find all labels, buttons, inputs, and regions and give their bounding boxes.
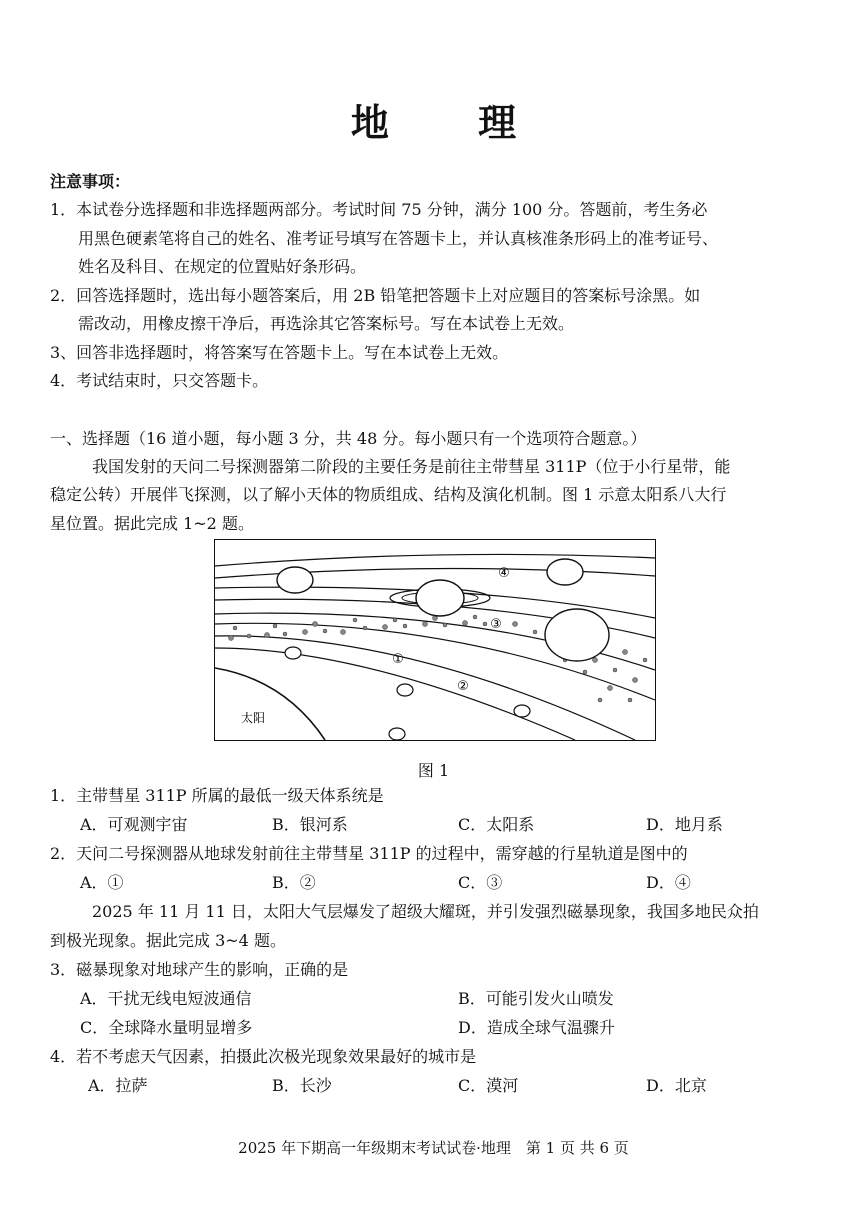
- marker-2: ②: [457, 679, 469, 694]
- option-c: C．漠河: [458, 1076, 519, 1095]
- notice-line: 用黑色硬素笔将自己的姓名、准考证号填写在答题卡上，并认真核准条形码上的准考证号、: [78, 229, 719, 248]
- planet: [277, 567, 313, 593]
- notice-line: 3、回答非选择题时，将答案写在答题卡上。写在本试卷上无效。: [50, 343, 509, 362]
- option-a: A．可观测宇宙: [80, 815, 188, 834]
- option-c: C．③: [458, 873, 503, 892]
- option-d: D．造成全球气温骤升: [458, 1018, 615, 1037]
- question-stem: 4．若不考虑天气因素，拍摄此次极光现象效果最好的城市是: [50, 1047, 477, 1066]
- planet: [397, 684, 413, 696]
- option-b: B．银河系: [272, 815, 348, 834]
- sun-edge: [215, 668, 325, 740]
- notice-heading: 注意事项：: [50, 172, 131, 191]
- planet: [416, 580, 464, 616]
- section-heading: 一、选择题（16 道小题，每小题 3 分，共 48 分。每小题只有一个选项符合题意。）: [50, 429, 647, 448]
- planet: [514, 705, 530, 717]
- option-c: C．太阳系: [458, 815, 535, 834]
- passage-line: 2025 年 11 月 11 日，太阳大气层爆发了超级大耀斑，并引发强烈磁暴现象，我国多地民众拍: [92, 902, 759, 921]
- option-b: B．可能引发火山喷发: [458, 989, 614, 1008]
- option-d: D．④: [646, 873, 691, 892]
- notice-line: 需改动，用橡皮擦干净后，再选涂其它答案标号。写在本试卷上无效。: [78, 314, 575, 333]
- passage-line: 稳定公转）开展伴飞探测，以了解小天体的物质组成、结构及演化机制。图 1 示意太阳系八大行: [50, 485, 727, 504]
- option-a: A．拉萨: [88, 1076, 148, 1095]
- figure-caption: 图 1: [417, 761, 450, 780]
- option-c: C．全球降水量明显增多: [80, 1018, 253, 1037]
- planet: [285, 647, 301, 659]
- option-d: D．北京: [646, 1076, 707, 1095]
- passage-line: 到极光现象。据此完成 3~4 题。: [50, 931, 286, 950]
- question-stem: 2．天问二号探测器从地球发射前往主带彗星 311P 的过程中，需穿越的行星轨道是图中的: [50, 844, 688, 863]
- question-stem: 3．磁暴现象对地球产生的影响，正确的是: [50, 960, 349, 979]
- passage-line: 我国发射的天问二号探测器第二阶段的主要任务是前往主带彗星 311P（位于小行星带，能: [92, 457, 731, 476]
- sun-label: 太阳: [240, 711, 266, 725]
- option-b: B．长沙: [272, 1076, 332, 1095]
- planet: [389, 728, 405, 740]
- option-a: A．①: [80, 873, 124, 892]
- marker-3: ③: [490, 617, 502, 632]
- page-footer: 2025 年下期高一年级期末考试试卷·地理 第 1 页 共 6 页: [238, 1139, 629, 1157]
- option-b: B．②: [272, 873, 316, 892]
- option-d: D．地月系: [646, 815, 723, 834]
- passage-line: 星位置。据此完成 1~2 题。: [50, 514, 254, 533]
- solar-system-figure: [214, 539, 656, 741]
- orbit-line: [215, 554, 655, 566]
- planet: [547, 559, 583, 585]
- page-title: 地 理: [350, 100, 555, 145]
- notice-line: 2．回答选择题时，选出每小题答案后，用 2B 铅笔把答题卡上对应题目的答案标号涂黑。如: [50, 286, 701, 305]
- planet: [545, 609, 609, 661]
- marker-4: ④: [498, 566, 510, 581]
- notice-line: 姓名及科目、在规定的位置贴好条形码。: [78, 257, 367, 276]
- option-a: A．干扰无线电短波通信: [80, 989, 252, 1008]
- question-stem: 1．主带彗星 311P 所属的最低一级天体系统是: [50, 786, 384, 805]
- notice-line: 4．考试结束时，只交答题卡。: [50, 371, 269, 390]
- solar-system-diagram: [215, 540, 655, 740]
- notice-line: 1．本试卷分选择题和非选择题两部分。考试时间 75 分钟，满分 100 分。答题前，考生务必: [50, 200, 708, 219]
- marker-1: ①: [392, 652, 404, 667]
